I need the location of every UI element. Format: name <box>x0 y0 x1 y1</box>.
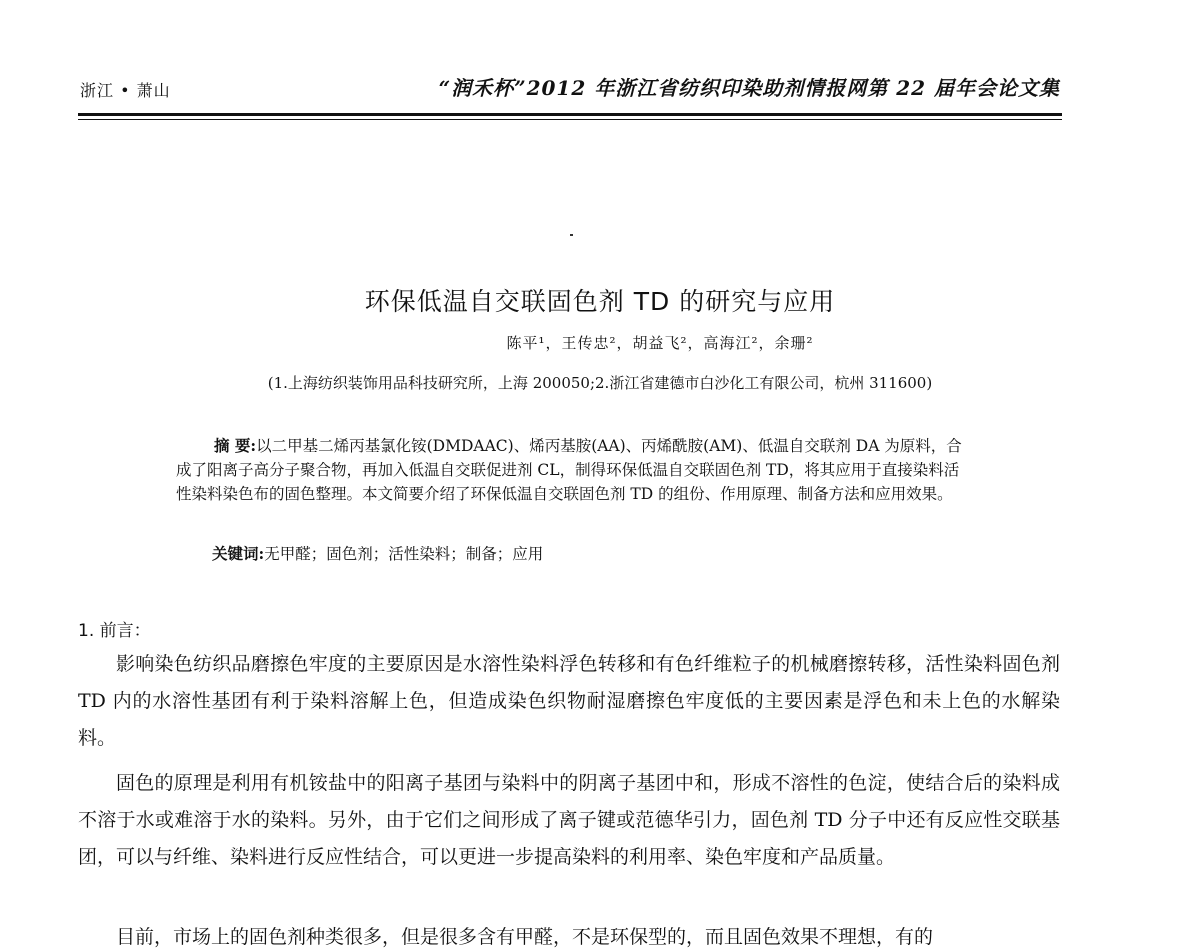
abstract <box>176 434 966 506</box>
paper-authors: 陈平¹，王传忠²，胡益飞²，高海江²，余珊² <box>506 334 814 352</box>
keywords <box>212 542 543 564</box>
abstract-text: 以二甲基二烯丙基氯化铵(DMDAAC)、烯丙基胺(AA)、丙烯酰胺(AM)、低温自交联剂 DA 为原料，合成了阳离子高分子聚合物，再加入低温自交联促进剂 CL，制得环保低温自交联固色剂 TD，将其应用于直接染料活性染料染色布的固色整理。本文简要介绍了环保低温自交联固色剂 TD 的组份、作用原理、制备方法和应用效果。 <box>176 437 962 503</box>
keywords-label: 关键词: <box>212 544 265 563</box>
paper-affiliation: (1.上海纺织装饰用品科技研究所，上海 200050;2.浙江省建德市白沙化工有限公司，杭州 311600) <box>267 374 933 392</box>
body-paragraph: 影响染色纺织品磨擦色牢度的主要原因是水溶性染料浮色转移和有色纤维粒子的机械磨擦转移，活性染料固色剂 TD 内的水溶性基团有利于染料溶解上色，但造成染色织物耐湿磨擦色牢度低的主要因素是浮色和未上色的水解染料。 <box>78 653 1060 749</box>
header-rule-thin <box>78 119 1062 120</box>
section-heading: 1. 前言： <box>78 621 151 641</box>
header-proceedings-title: “润禾杯”2012 年浙江省纺织印染助剂情报网第 22 届年会论文集 <box>438 76 1060 100</box>
scan-speck <box>570 234 573 236</box>
header-rule-thick <box>78 113 1062 116</box>
paper-title: 环保低温自交联固色剂 TD 的研究与应用 <box>364 287 836 316</box>
header-location: 浙江 • 萧山 <box>80 81 171 100</box>
abstract-label: 摘 要: <box>214 436 257 455</box>
body-paragraph: 固色的原理是利用有机铵盐中的阳离子基团与染料中的阴离子基团中和，形成不溶性的色淀，使结合后的染料成不溶于水或难溶于水的染料。另外，由于它们之间形成了离子键或范德华引力，固色剂 TD 分子中还有反应性交联基团，可以与纤维、染料进行反应性结合，可以更进一步提高染料的利用率、染色牢度和产品质量。 <box>78 772 1060 868</box>
abstract-indent <box>176 437 214 455</box>
keywords-text: 无甲醛；固色剂；活性染料；制备；应用 <box>264 545 544 563</box>
body-paragraph: 目前，市场上的固色剂种类很多，但是很多含有甲醛，不是环保型的，而且固色效果不理想，有的 <box>116 926 934 948</box>
